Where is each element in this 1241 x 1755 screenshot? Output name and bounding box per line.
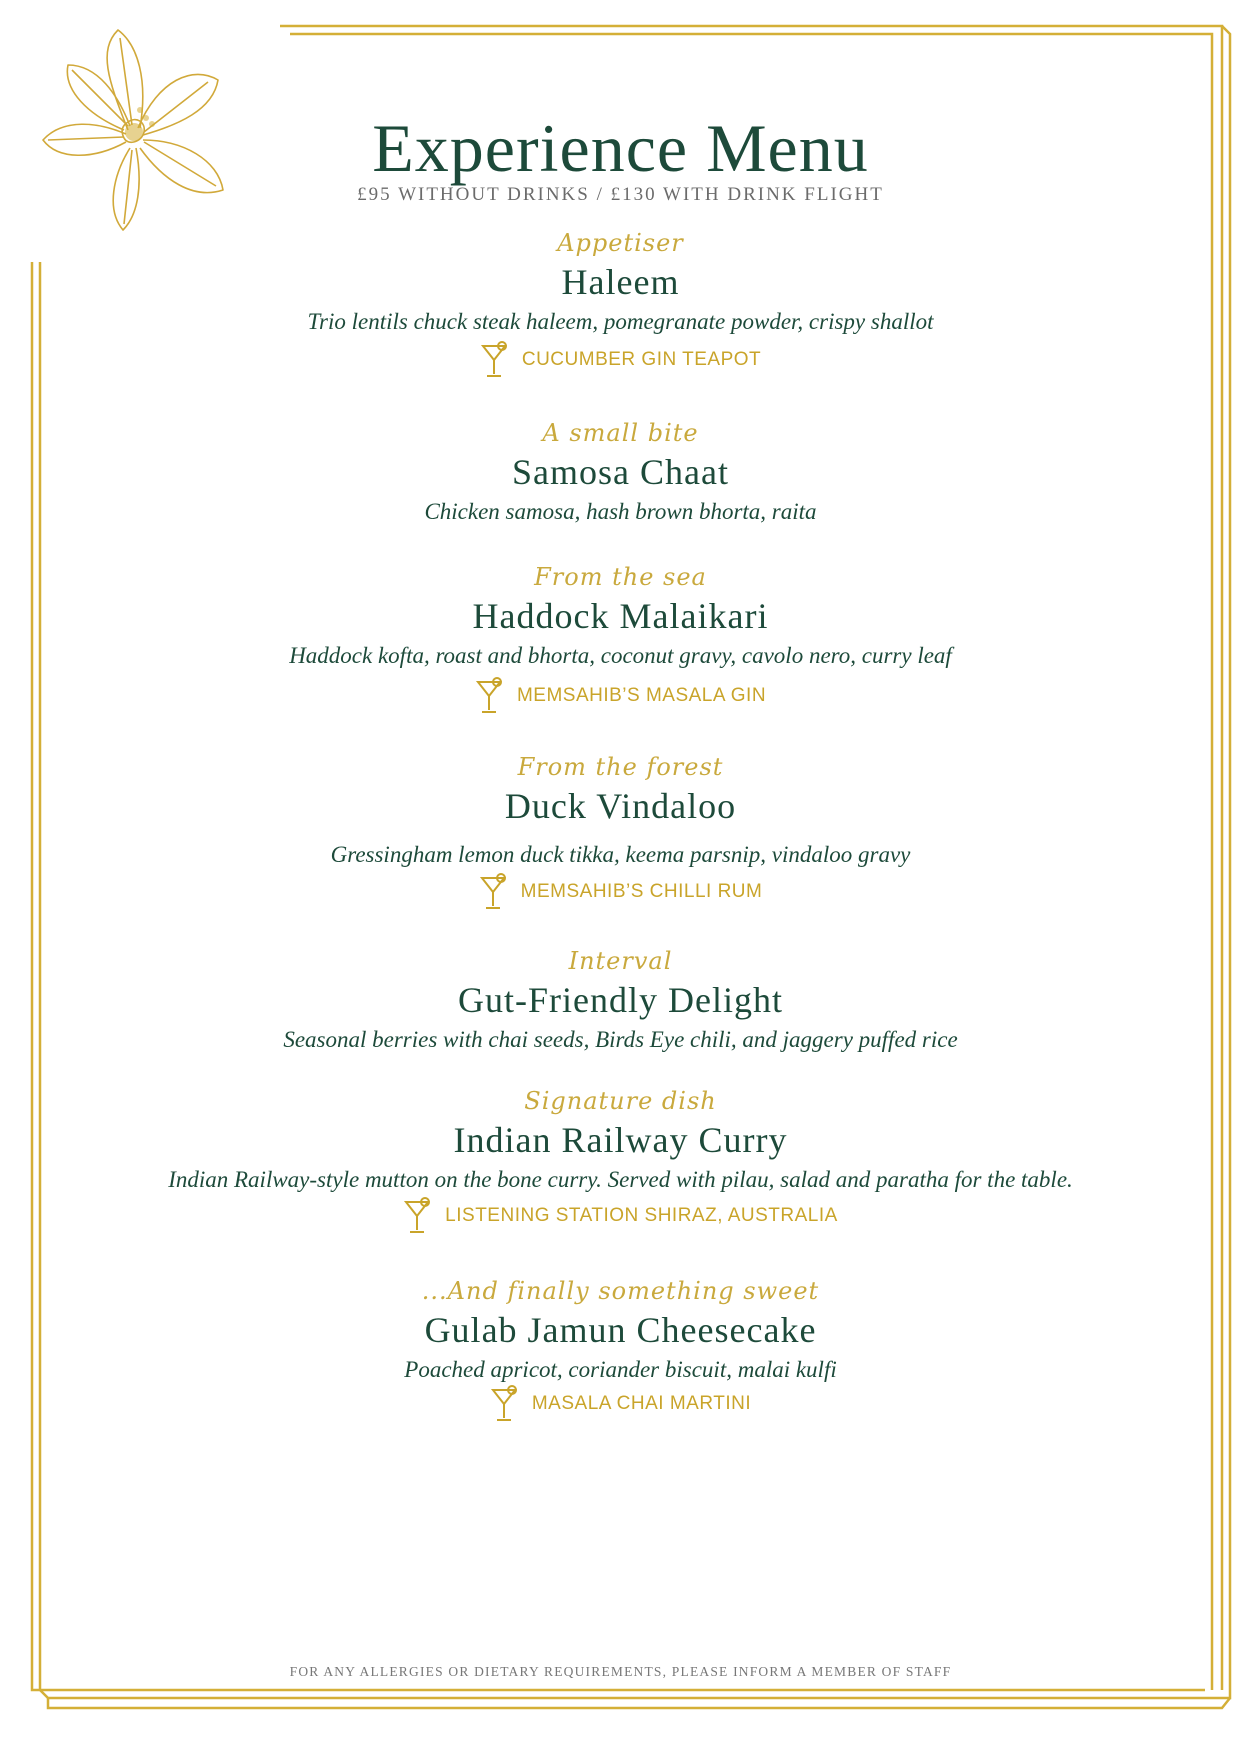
cocktail-glass-icon: [479, 872, 507, 912]
drink-pairing: [0, 872, 1241, 912]
course-label: Interval: [568, 947, 673, 975]
course-label: From the forest: [517, 753, 724, 781]
dish-description: Indian Railway-style mutton on the bone curry. Served with pilau, salad and paratha for the table.: [168, 1167, 1073, 1192]
course-from-the-sea: [0, 562, 1241, 671]
dish-name: Gut-Friendly Delight: [458, 980, 783, 1020]
allergy-note: FOR ANY ALLERGIES OR DIETARY REQUIREMENTS, PLEASE INFORM A MEMBER OF STAFF: [289, 1664, 952, 1679]
drink-pairing: [0, 676, 1241, 716]
drink-name: CUCUMBER GIN TEAPOT: [521, 349, 762, 370]
dish-description: Seasonal berries with chai seeds, Birds Eye chili, and jaggery puffed rice: [283, 1027, 958, 1052]
course-small-bite: [0, 418, 1241, 527]
course-label: ...And finally something sweet: [421, 1277, 820, 1305]
course-label: Appetiser: [557, 229, 684, 257]
drink-name: MASALA CHAI MARTINI: [531, 1393, 752, 1414]
drink-name: LISTENING STATION SHIRAZ, AUSTRALIA: [445, 1205, 838, 1226]
menu-subtitle: £95 WITHOUT DRINKS / £130 WITH DRINK FLIGHT: [357, 184, 884, 205]
dish-name: Samosa Chaat: [512, 452, 729, 492]
dish-name: Gulab Jamun Cheesecake: [424, 1310, 817, 1350]
dish-description: Chicken samosa, hash brown bhorta, raita: [424, 499, 817, 524]
dish-name: Haddock Malaikari: [472, 596, 769, 636]
drink-pairing: [0, 1196, 1241, 1236]
dish-name: Haleem: [561, 262, 680, 302]
course-interval: [0, 946, 1241, 1055]
course-appetiser: [0, 228, 1241, 337]
dish-description: Poached apricot, coriander biscuit, malai kulfi: [404, 1357, 837, 1382]
cocktail-glass-icon: [403, 1196, 431, 1236]
cocktail-glass-icon: [480, 340, 508, 380]
drink-pairing: [0, 340, 1241, 380]
course-from-the-forest: [0, 752, 1241, 870]
dish-description: Haddock kofta, roast and bhorta, coconut gravy, cavolo nero, curry leaf: [289, 643, 952, 668]
drink-name: MEMSAHIB’S CHILLI RUM: [520, 881, 763, 902]
course-label: Signature dish: [524, 1087, 717, 1115]
dish-description: Trio lentils chuck steak haleem, pomegranate powder, crispy shallot: [307, 309, 934, 334]
course-sweet: [0, 1276, 1241, 1385]
menu-title: Experience Menu: [372, 110, 869, 186]
course-signature-dish: [0, 1086, 1241, 1195]
dish-name: Duck Vindaloo: [504, 786, 737, 826]
drink-pairing: [0, 1384, 1241, 1424]
dish-description: Gressingham lemon duck tikka, keema parsnip, vindaloo gravy: [330, 842, 911, 867]
course-label: A small bite: [542, 419, 699, 447]
cocktail-glass-icon: [490, 1384, 518, 1424]
course-label: From the sea: [534, 563, 707, 591]
drink-name: MEMSAHIB’S MASALA GIN: [516, 685, 767, 706]
cocktail-glass-icon: [475, 676, 503, 716]
dish-name: Indian Railway Curry: [453, 1120, 788, 1160]
